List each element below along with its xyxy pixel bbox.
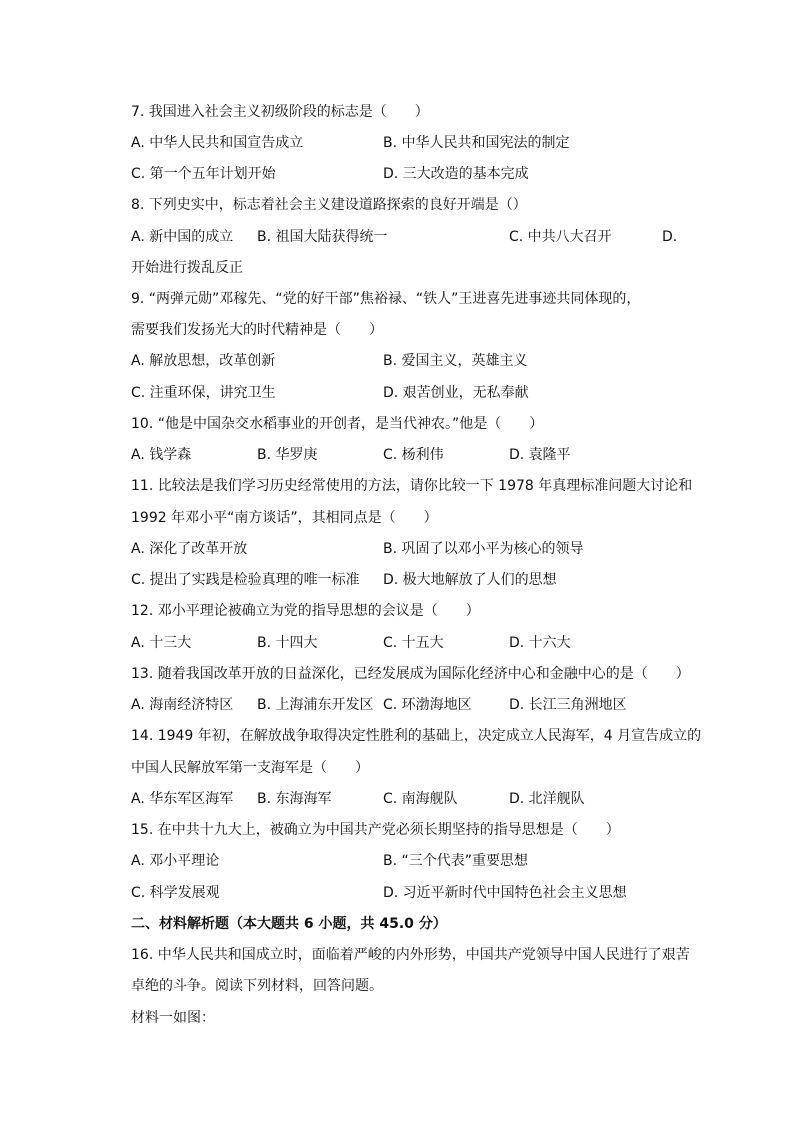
question-11-stem-line2: 1992 年邓小平“南方谈话”，其相同点是（ ） [131, 510, 438, 526]
question-15-stem: 15. 在中共十九大上，被确立为中国共产党必须长期坚持的指导思想是（ ） [131, 822, 620, 838]
q10-option-a: A. 钱学森 [131, 447, 192, 463]
q15-option-d: D. 习近平新时代中国特色社会主义思想 [383, 885, 627, 901]
section-heading: 二、材料解析题（本大题共 6 小题，共 45.0 分） [131, 916, 447, 932]
question-8-stem: 8. 下列史实中，标志着社会主义建设道路探索的良好开端是（） [131, 197, 527, 213]
q7-option-a: A. 中华人民共和国宣告成立 [131, 135, 304, 151]
question-12-stem: 12. 邓小平理论被确立为党的指导思想的会议是（ ） [131, 603, 480, 619]
q7-option-d: D. 三大改造的基本完成 [383, 166, 529, 182]
q11-option-b: B. 巩固了以邓小平为核心的领导 [383, 541, 584, 557]
q13-option-b: B. 上海浦东开发区 [257, 697, 374, 713]
q13-option-c: C. 环渤海地区 [383, 697, 472, 713]
q13-option-a: A. 海南经济特区 [131, 697, 234, 713]
q14-option-b: B. 东海海军 [257, 791, 332, 807]
q9-option-b: B. 爱国主义，英雄主义 [383, 353, 528, 369]
q9-option-a: A. 解放思想，改革创新 [131, 353, 276, 369]
q8-option-b: B. 祖国大陆获得统一 [257, 229, 388, 245]
material-one-label: 材料一如图： [131, 1010, 215, 1026]
question-13-stem: 13. 随着我国改革开放的日益深化，已经发展成为国际化经济中心和金融中心的是（ ） [131, 666, 690, 682]
q13-option-d: D. 长江三角洲地区 [509, 697, 627, 713]
question-9-stem-line2: 需要我们发扬光大的时代精神是（ ） [131, 322, 383, 338]
question-11-stem-line1: 11. 比较法是我们学习历史经常使用的方法，请你比较一下 1978 年真理标准问题大讨论和 [131, 478, 693, 494]
q14-option-d: D. 北洋舰队 [509, 791, 585, 807]
question-7-stem: 7. 我国进入社会主义初级阶段的标志是（ ） [131, 104, 429, 120]
question-10-stem: 10. “他是中国杂交水稻事业的开创者，是当代神农。”他是（ ） [131, 416, 544, 432]
q12-option-d: D. 十六大 [509, 635, 571, 651]
q14-option-a: A. 华东军区海军 [131, 791, 234, 807]
question-16-stem-line1: 16. 中华人民共和国成立时，面临着严峻的内外形势，中国共产党领导中国人民进行了艰苦 [131, 947, 690, 963]
q7-option-c: C. 第一个五年计划开始 [131, 166, 276, 182]
q15-option-b: B. “三个代表”重要思想 [383, 853, 529, 869]
q8-option-c: C. 中共八大召开 [509, 229, 612, 245]
q11-option-d: D. 极大地解放了人们的思想 [383, 572, 557, 588]
q9-option-d: D. 艰苦创业，无私奉献 [383, 385, 529, 401]
q9-option-c: C. 注重环保，讲究卫生 [131, 385, 276, 401]
q8-option-a: A. 新中国的成立 [131, 229, 234, 245]
q10-option-c: C. 杨利伟 [383, 447, 444, 463]
q15-option-c: C. 科学发展观 [131, 885, 220, 901]
q11-option-c: C. 提出了实践是检验真理的唯一标准 [131, 572, 360, 588]
question-14-stem-line2: 中国人民解放军第一支海军是（ ） [131, 760, 369, 776]
q15-option-a: A. 邓小平理论 [131, 853, 220, 869]
q10-option-b: B. 华罗庚 [257, 447, 318, 463]
q12-option-b: B. 十四大 [257, 635, 318, 651]
question-9-stem-line1: 9. “两弹元勋”邓稼先、“党的好干部”焦裕禄、“铁人”王进喜先进事迹共同体现的， [131, 291, 641, 307]
q14-option-c: C. 南海舰队 [383, 791, 458, 807]
q12-option-c: C. 十五大 [383, 635, 444, 651]
q10-option-d: D. 袁隆平 [509, 447, 571, 463]
q12-option-a: A. 十三大 [131, 635, 192, 651]
q7-option-b: B. 中华人民共和国宪法的制定 [383, 135, 570, 151]
q8-option-d-text: 开始进行拨乱反正 [131, 260, 243, 276]
question-14-stem-line1: 14. 1949 年初，在解放战争取得决定性胜利的基础上，决定成立人民海军，4 月宣告成立的 [131, 728, 702, 744]
q8-option-d: D. [662, 229, 678, 245]
q11-option-a: A. 深化了改革开放 [131, 541, 248, 557]
question-16-stem-line2: 卓绝的斗争。阅读下列材料，回答问题。 [131, 978, 383, 994]
